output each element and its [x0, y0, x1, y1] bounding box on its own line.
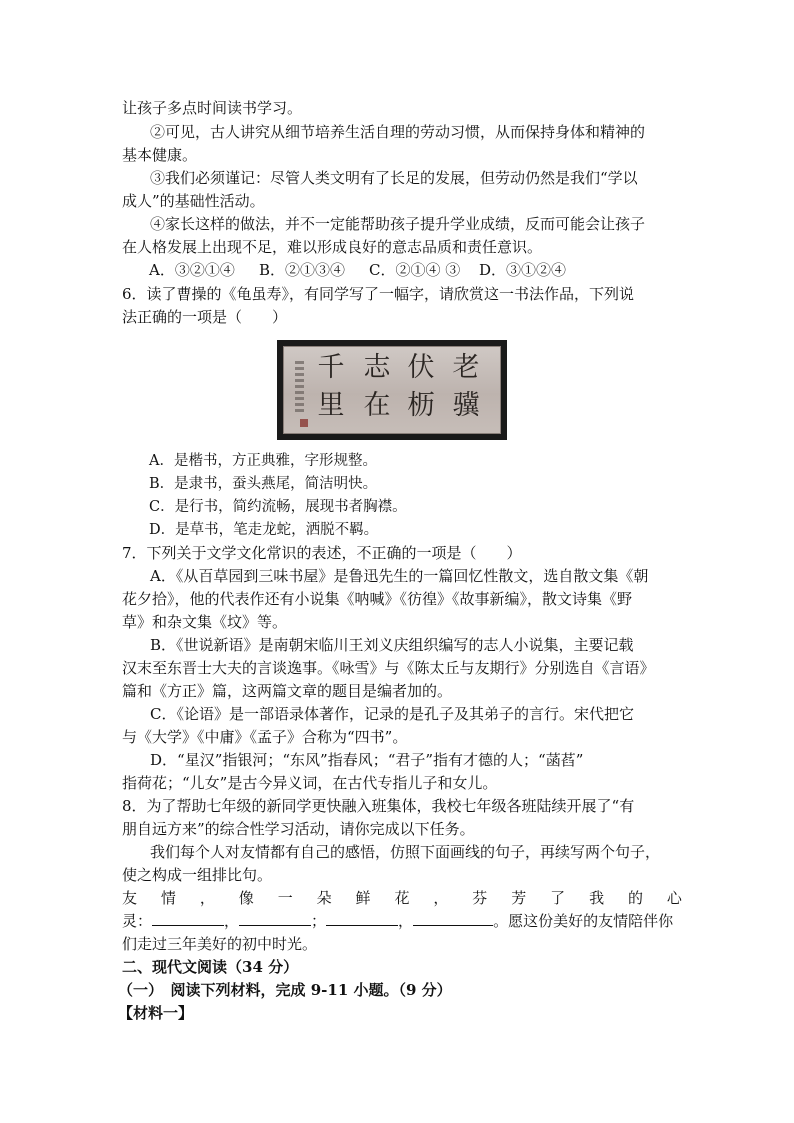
example-char: 像	[238, 889, 254, 907]
q8-task-b: 使之构成一组排比句。	[122, 866, 273, 884]
q5-option-b[interactable]: B．②①③④	[259, 261, 346, 279]
q5-sentence-2a: ②可见，古人讲究从细节培养生活自理的劳动习惯，从而保持身体和精神的	[150, 123, 646, 141]
answer-blank-1[interactable]	[152, 910, 224, 926]
calligraphy-seal-stamp	[300, 419, 308, 427]
example-char: 友	[122, 889, 138, 907]
calligraphy-paper	[283, 346, 501, 434]
calligraphy-char: 志	[363, 352, 391, 383]
q5-option-d[interactable]: D．③①②④	[479, 261, 567, 279]
q5-continuation: 让孩子多点时间读书学习。	[122, 99, 303, 117]
example-char: 朵	[316, 889, 332, 907]
example-char: 芳	[511, 889, 527, 907]
example-char: ，	[199, 889, 215, 907]
calligraphy-char: 伏	[407, 352, 435, 383]
calligraphy-char: 里	[317, 390, 345, 421]
calligraphy-char: 老	[452, 352, 480, 383]
q8-task-a: 我们每个人对友情都有自己的感悟，仿照下面画线的句子，再续写两个句子，	[150, 843, 661, 861]
q5-option-a[interactable]: A．③②①④	[149, 261, 235, 279]
q8-sep-semicolon: ；	[311, 912, 327, 930]
q5-option-c[interactable]: C．②①④ ③	[369, 261, 461, 279]
q5-sentence-3a: ③我们必须谨记：尽管人类文明有了长足的发展，但劳动仍然是我们“学以	[150, 169, 638, 187]
q5-options	[149, 259, 566, 281]
example-char: 的	[627, 889, 643, 907]
example-char: ，	[433, 889, 449, 907]
example-char: 情	[160, 889, 176, 907]
q6-stem-a: 6．读了曹操的《龟虽寿》，有同学写了一幅字，请欣赏这一书法作品，下列说	[122, 285, 635, 303]
example-char: 心	[666, 889, 682, 907]
q8-example-sentence	[122, 887, 682, 909]
q7-stem: 7．下列关于文学文化常识的表述，不正确的一项是（ ）	[122, 544, 522, 562]
material-label: 【材料一】	[118, 1004, 194, 1022]
section-2-sub-heading: （一） 阅读下列材料，完成 9-11 小题。（9 分）	[118, 981, 452, 999]
q8-line-3: 们走过三年美好的初中时光。	[122, 935, 318, 953]
example-char: 芬	[472, 889, 488, 907]
example-char: 花	[394, 889, 410, 907]
q8-line-start: 灵：	[122, 912, 153, 930]
q7-option-b-cont: 汉末至东晋士大夫的言谈逸事。《咏雪》与《陈太丘与友期行》分别选自《言语》	[122, 659, 655, 677]
q8-fill-line	[122, 910, 673, 932]
q8-stem-a: 8．为了帮助七年级的新同学更快融入班集体，我校七年级各班陆续开展了“有	[122, 797, 635, 815]
q6-option-d[interactable]: D．是草书，笔走龙蛇，洒脱不羁。	[149, 522, 379, 538]
calligraphy-signature	[295, 361, 304, 413]
example-char: 我	[589, 889, 605, 907]
answer-blank-2[interactable]	[239, 910, 311, 926]
q5-sentence-4b: 在人格发展上出现不足，难以形成良好的意志品质和责任意识。	[122, 238, 543, 256]
q5-sentence-4a: ④家长这样的做法，并不一定能帮助孩子提升学业成绩，反而可能会让孩子	[150, 215, 646, 233]
q8-sep-comma: ，	[398, 912, 414, 930]
section-2-heading: 二、现代文阅读（34 分）	[122, 958, 299, 976]
q7-option-a-cont: 草》和杂文集《坟》等。	[122, 613, 288, 631]
q7-option-b-cont: 篇和《方正》篇，这两篇文章的题目是编者加的。	[122, 682, 453, 700]
q8-stem-b: 朋自远方来”的综合性学习活动，请你完成以下任务。	[122, 820, 475, 838]
example-char: 了	[550, 889, 566, 907]
calligraphy-char: 枥	[407, 390, 435, 421]
answer-blank-3[interactable]	[326, 910, 398, 926]
calligraphy-image	[277, 340, 507, 440]
q7-option-a-cont: 花夕拾》，他的代表作还有小说集《呐喊》《彷徨》《故事新编》，散文诗集《野	[122, 590, 633, 608]
q7-option-c[interactable]: C．《论语》是一部语录体著作，记录的是孔子及其弟子的言行。宋代把它	[150, 705, 634, 723]
q6-option-c[interactable]: C．是行书，简约流畅，展现书者胸襟。	[149, 499, 407, 515]
q5-sentence-2b: 基本健康。	[122, 146, 198, 164]
q6-option-a[interactable]: A．是楷书，方正典雅，字形规整。	[149, 453, 377, 469]
q7-option-b[interactable]: B．《世说新语》是南朝宋临川王刘义庆组织编写的志人小说集，主要记载	[150, 636, 634, 654]
q8-line-end: 。愿这份美好的友情陪伴你	[493, 912, 674, 930]
q6-option-b[interactable]: B．是隶书，蚕头燕尾，简洁明快。	[149, 476, 378, 492]
q7-option-d[interactable]: D．“星汉”指银河；“东风”指春风；“君子”指有才德的人；“菡萏”	[150, 751, 584, 769]
example-char: 鲜	[355, 889, 371, 907]
q7-option-d-cont: 指荷花；“儿女”是古今异义词，在古代专指儿子和女儿。	[122, 774, 498, 792]
q7-option-c-cont: 与《大学》《中庸》《孟子》合称为“四书”。	[122, 728, 408, 746]
q8-sep-comma: ，	[224, 912, 240, 930]
calligraphy-char: 在	[363, 390, 391, 421]
q6-stem-b: 法正确的一项是（ ）	[122, 308, 288, 326]
q5-sentence-3b: 成人”的基础性活动。	[122, 192, 265, 210]
answer-blank-4[interactable]	[413, 910, 493, 926]
example-char: 一	[277, 889, 293, 907]
calligraphy-char: 骥	[452, 390, 480, 421]
calligraphy-char: 千	[317, 352, 345, 383]
q7-option-a[interactable]: A．《从百草园到三味书屋》是鲁迅先生的一篇回忆性散文，选自散文集《朝	[150, 567, 649, 585]
